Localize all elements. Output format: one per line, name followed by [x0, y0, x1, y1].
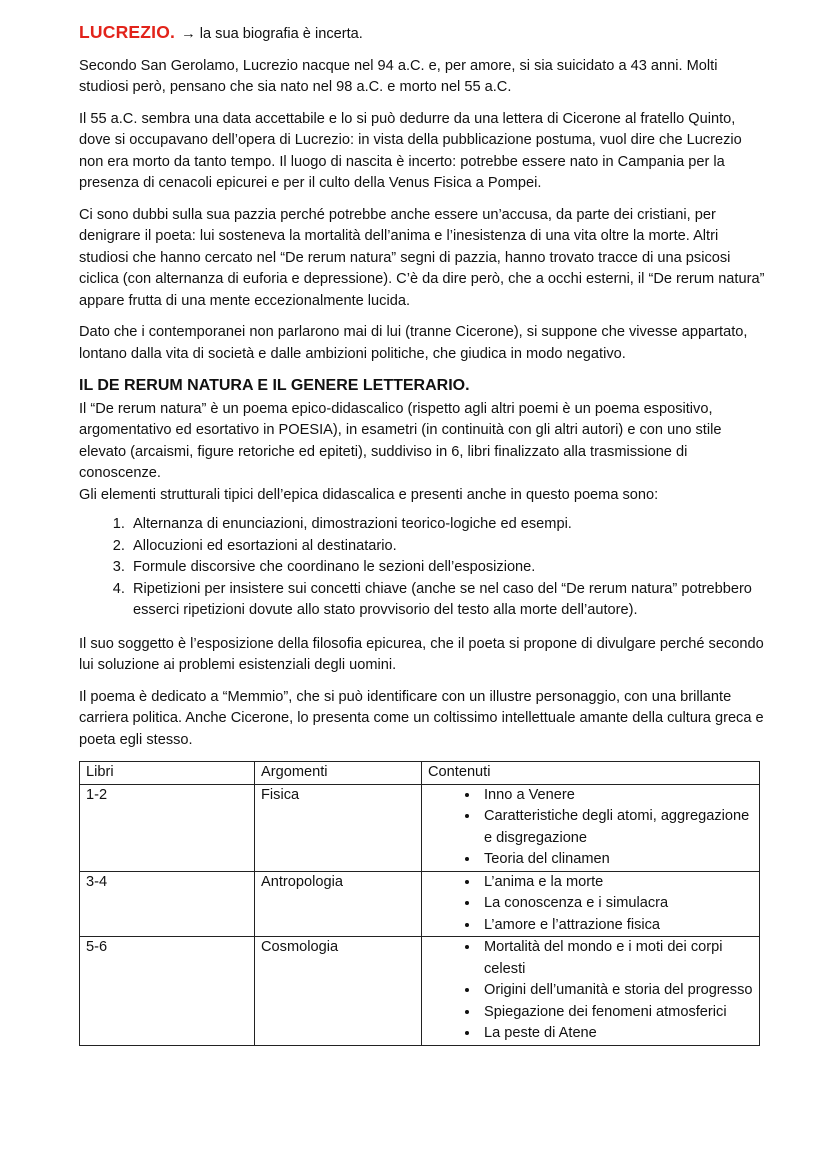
cell-contenuti	[422, 784, 760, 871]
cell-contenuti	[422, 871, 760, 937]
table-row	[80, 784, 760, 871]
table-header-row	[80, 762, 760, 785]
paragraph-genre: Il “De rerum natura” è un poema epico-didascalico (rispetto agli altri poemi è un poema espositivo, argomentativo ed esortativo in POESIA), in esametri (in continuità con gli altri autori) e con uno stile elevato (arcaismi, figure retoriche ed epiteti), suddiviso in 6, libri finalizzato alla trasmissione di conoscenze.	[79, 400, 722, 481]
content-item: • Origini dell’umanità e storia del progresso	[480, 980, 753, 1002]
cell-argomento: Antropologia	[255, 871, 422, 937]
column-header-libri: Libri	[80, 762, 255, 785]
column-header-argomenti: Argomenti	[255, 762, 422, 785]
cell-libri: 5-6	[80, 937, 255, 1046]
paragraph-date: Il 55 a.C. sembra una data accettabile e lo si può dedurre da una lettera di Cicerone al fratello Quinto, dove si occupavano dell’opera di Lucrezio: in vista della pubblicazione postuma, vuol dire che Lucrezio non era morto da tanto tempo. Il luogo di nascita è incerto: potrebbe essere nato in Campania per la presenza di cenacoli epicurei e per il culto della Venus Fisica a Pompei.	[79, 110, 742, 191]
column-header-contenuti: Contenuti	[422, 762, 760, 785]
paragraph-dedication: Il poema è dedicato a “Memmio”, che si può identificare con un illustre personaggio, con una brillante carriera politica. Anche Cicerone, lo presenta come un coltissimo intellettuale amante della cultura greca e poeta egli stesso.	[79, 688, 764, 748]
paragraph-isolation: Dato che i contemporanei non parlarono mai di lui (tranne Cicerone), si suppone che vivesse appartato, lontano dalla vita di società e dalle ambizioni politiche, che giudica in modo negativo.	[79, 324, 748, 362]
title-note: → la sua biografia è incerta.	[181, 26, 363, 42]
list-item: 3. Formule discorsive che coordinano le sezioni dell’esposizione.	[129, 557, 768, 579]
paragraph-madness: Ci sono dubbi sulla sua pazzia perché potrebbe anche essere un’accusa, da parte dei cristiani, per denigrare il poeta: lui sosteneva la mortalità dell’anima e l’inesistenza di una vita oltre la morte. Altri studiosi che hanno cercato nel “De rerum natura” segni di pazzia, hanno trovato tracce di una psicosi ciclica (con alternanza di euforia e depressione). C’è da dire però, che a occhi esterni, il “De rerum natura” appare frutta di una mente eccezionalmente lucida.	[79, 206, 765, 309]
list-item: 2. Allocuzioni ed esortazioni al destinatario.	[129, 536, 768, 558]
list-intro: Gli elementi strutturali tipici dell’epica didascalica e presenti anche in questo poema sono:	[79, 486, 659, 503]
books-table	[79, 761, 760, 1046]
structural-elements-list	[79, 514, 768, 622]
content-item: • Caratteristiche degli atomi, aggregazione e disgregazione	[480, 806, 753, 849]
table-row	[80, 871, 760, 937]
cell-libri: 1-2	[80, 784, 255, 871]
cell-argomento: Fisica	[255, 784, 422, 871]
content-item: • La peste di Atene	[480, 1023, 753, 1045]
content-item: • La conoscenza e i simulacra	[480, 893, 753, 915]
title-line	[79, 22, 768, 46]
paragraph-subject: Il suo soggetto è l’esposizione della filosofia epicurea, che il poeta si propone di divulgare perché secondo lui soluzione ai problemi esistenziali degli uomini.	[79, 635, 764, 673]
content-item: • L’anima e la morte	[480, 872, 753, 894]
content-item: • Mortalità del mondo e i moti dei corpi celesti	[480, 937, 753, 980]
list-item: 4. Ripetizioni per insistere sui concetti chiave (anche se nel caso del “De rerum natura” potrebbero esserci ripetizioni dovute allo stato provvisorio del testo alla morte dell’autore).	[129, 579, 768, 622]
list-item: 1. Alternanza di enunciazioni, dimostrazioni teorico-logiche ed esempi.	[129, 514, 768, 536]
table-row	[80, 937, 760, 1046]
cell-libri: 3-4	[80, 871, 255, 937]
paragraph-birth: Secondo San Gerolamo, Lucrezio nacque nel 94 a.C. e, per amore, si sia suicidato a 43 anni. Molti studiosi però, pensano che sia nato nel 98 a.C. e morto nel 55 a.C.	[79, 57, 718, 95]
content-item: • Spiegazione dei fenomeni atmosferici	[480, 1002, 753, 1024]
content-item: • Inno a Venere	[480, 785, 753, 807]
cell-argomento: Cosmologia	[255, 937, 422, 1046]
content-item: • L’amore e l’attrazione fisica	[480, 915, 753, 937]
section-heading: IL DE RERUM NATURA E IL GENERE LETTERARIO.	[79, 377, 470, 394]
cell-contenuti	[422, 937, 760, 1046]
document-title: LUCREZIO.	[79, 22, 176, 42]
content-item: • Teoria del clinamen	[480, 849, 753, 871]
